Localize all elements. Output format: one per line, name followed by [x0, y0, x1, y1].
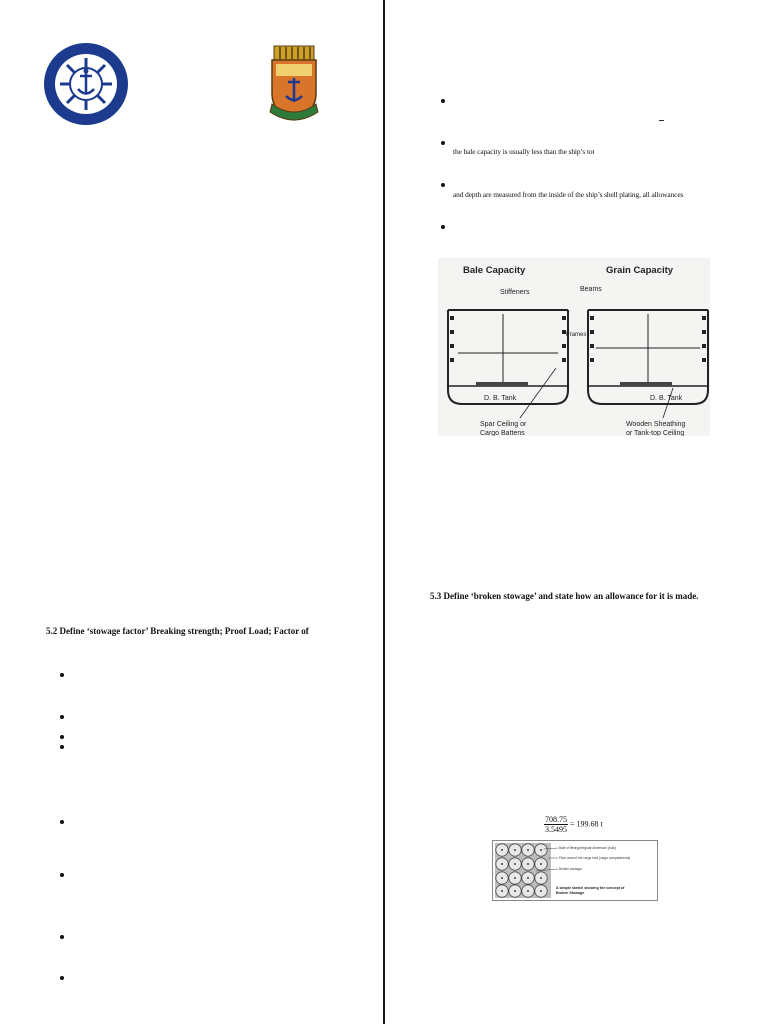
crest-logo	[266, 44, 322, 126]
label-spar-ceiling: Spar Ceiling or	[480, 421, 527, 428]
bullet	[441, 99, 445, 103]
label-beams: Beams	[580, 286, 602, 293]
heading-5-2: 5.2 Define ‘stowage factor’ Breaking strength; Proof Load; Factor of	[46, 626, 309, 636]
broken-caption-1: A simple sketch showing the concept of	[556, 886, 625, 890]
bullet	[60, 873, 64, 877]
broken-label-3: Broken stowage	[559, 867, 582, 871]
university-seal-logo	[43, 42, 129, 126]
bullet	[441, 225, 445, 229]
heading-5-3: 5.3 Define ‘broken stowage’ and state how an allowance for it is made.	[430, 591, 699, 601]
formula-denominator: 3.5495	[545, 825, 567, 834]
grain-capacity-text: and depth are measured from the inside of the ship’s shell plating, all allowances	[453, 190, 684, 199]
bullet	[60, 735, 64, 739]
label-frames: Frames	[566, 332, 587, 338]
broken-stowage-figure	[492, 840, 658, 901]
fraction	[544, 815, 568, 834]
label-cargo-battens: Cargo Battens	[480, 430, 525, 436]
bullet	[60, 935, 64, 939]
broken-caption-2: Broken Stowage	[556, 891, 585, 895]
label-db-tank-left: D. B. Tank	[484, 395, 517, 402]
bale-capacity-text: the bale capacity is usually less than the ship’s tot	[453, 147, 595, 156]
figure-title-bale: Bale Capacity	[463, 265, 526, 276]
bullet	[60, 673, 64, 677]
bullet	[60, 820, 64, 824]
figure-title-grain: Grain Capacity	[606, 265, 674, 276]
bullet	[441, 141, 445, 145]
label-stiffeners: Stiffeners	[500, 289, 530, 296]
broken-label-2: Floor area of the cargo hold (cargo compartments)	[559, 856, 631, 860]
broken-label-1: Bale of flexing/irregular dimension (bulk)	[559, 846, 616, 850]
bullet	[60, 976, 64, 980]
bullet	[60, 715, 64, 719]
formula-result: = 199.68 t	[570, 819, 603, 829]
bullet	[60, 745, 64, 749]
column-divider	[383, 0, 385, 1024]
label-db-tank-right: D. B. Tank	[650, 395, 683, 402]
label-tank-top-ceiling: or Tank-top Ceiling	[626, 430, 685, 436]
label-wooden-sheathing: Wooden Sheathing	[626, 421, 686, 428]
bale-grain-capacity-figure	[438, 258, 710, 436]
dash-mark	[659, 120, 664, 121]
formula	[544, 815, 603, 834]
bullet	[441, 183, 445, 187]
formula-numerator: 708.75	[545, 815, 567, 824]
